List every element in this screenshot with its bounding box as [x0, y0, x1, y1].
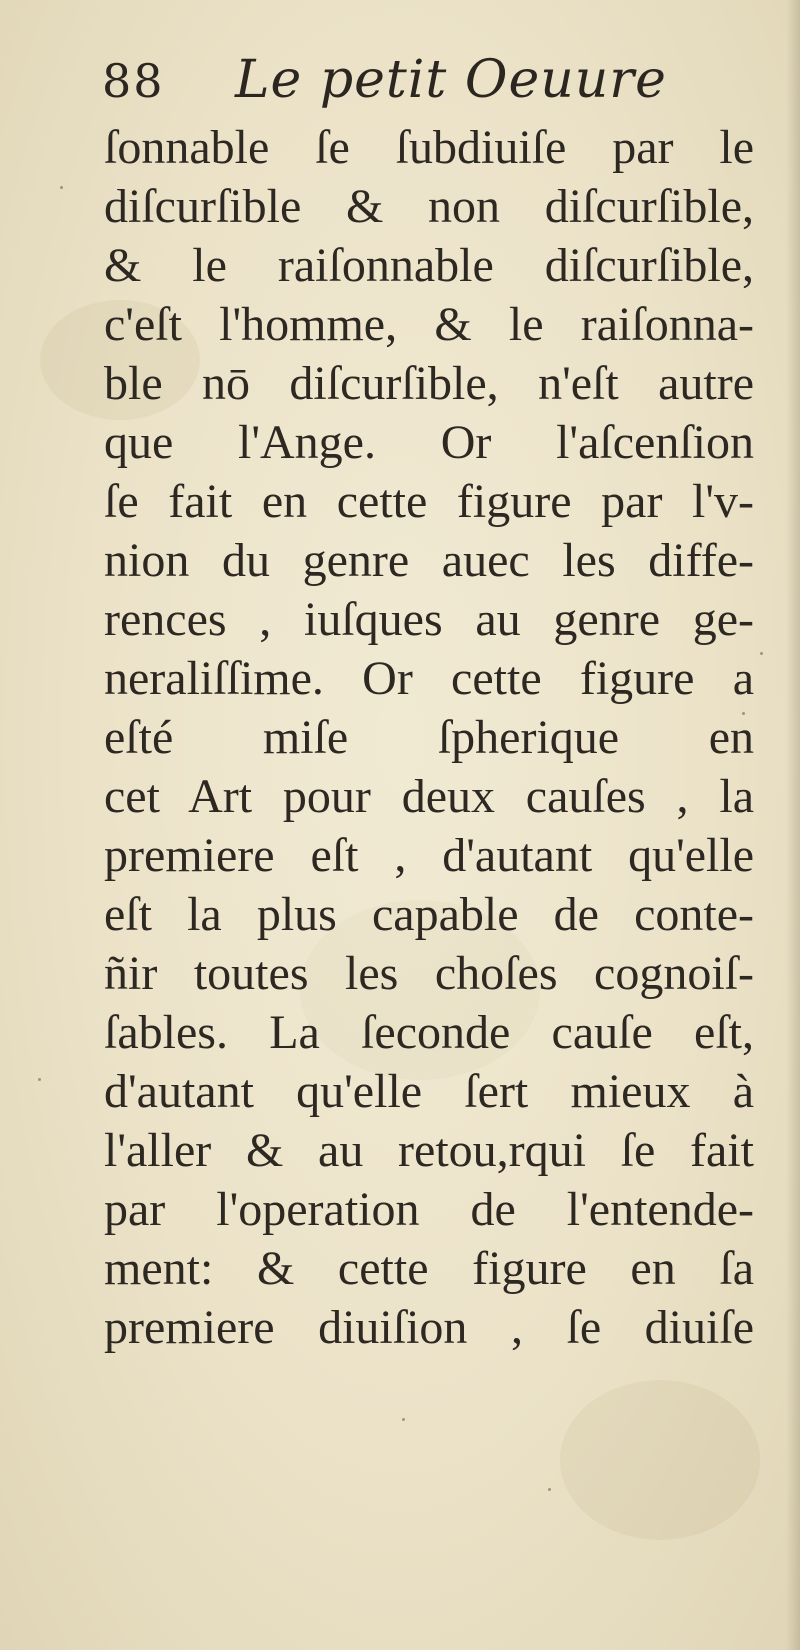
- text-line: ñir toutes les choſes cognoiſ-: [104, 947, 754, 1000]
- text-line: eſté miſe ſpherique en: [104, 711, 754, 764]
- page-number: 88: [102, 54, 165, 108]
- text-line: ble nō diſcurſible, n'eſt autre: [104, 357, 754, 410]
- text-line: diſcurſible & non diſcurſible,: [104, 180, 754, 233]
- ink-speck: [402, 1418, 405, 1421]
- text-line: rences , iuſques au genre ge-: [104, 593, 754, 646]
- text-line: eſt la plus capable de conte-: [104, 888, 754, 941]
- body-text: [104, 118, 754, 1357]
- paper-stain: [560, 1380, 760, 1540]
- text-line: l'aller & au retou,rqui ſe fait: [104, 1124, 754, 1177]
- text-line: ſables. La ſeconde cauſe eſt,: [104, 1006, 754, 1059]
- text-line: & le raiſonnable diſcurſible,: [104, 239, 754, 292]
- text-line: par l'operation de l'entende-: [104, 1183, 754, 1236]
- text-line: d'autant qu'elle ſert mieux à: [104, 1065, 754, 1118]
- page-edge-shadow: [786, 0, 800, 1650]
- running-title: Le petit Oeuure: [235, 50, 667, 110]
- running-head: [100, 48, 740, 118]
- text-line: nion du genre auec les diffe-: [104, 534, 754, 587]
- ink-speck: [60, 186, 63, 189]
- text-line: ment: & cette figure en ſa: [104, 1242, 754, 1295]
- ink-speck: [760, 652, 763, 655]
- text-line: c'eſt l'homme, & le raiſonna-: [104, 298, 754, 351]
- text-line: cet Art pour deux cauſes , la: [104, 770, 754, 823]
- text-line: premiere eſt , d'autant qu'elle: [104, 829, 754, 882]
- text-line: neraliſſime. Or cette figure a: [104, 652, 754, 705]
- text-line: que l'Ange. Or l'aſcenſion: [104, 416, 754, 469]
- text-line: ſe fait en cette figure par l'v-: [104, 475, 754, 528]
- ink-speck: [38, 1078, 41, 1081]
- text-line: premiere diuiſion , ſe diuiſe: [104, 1301, 754, 1354]
- ink-speck: [548, 1488, 551, 1491]
- text-line: ſonnable ſe ſubdiuiſe par le: [104, 121, 754, 174]
